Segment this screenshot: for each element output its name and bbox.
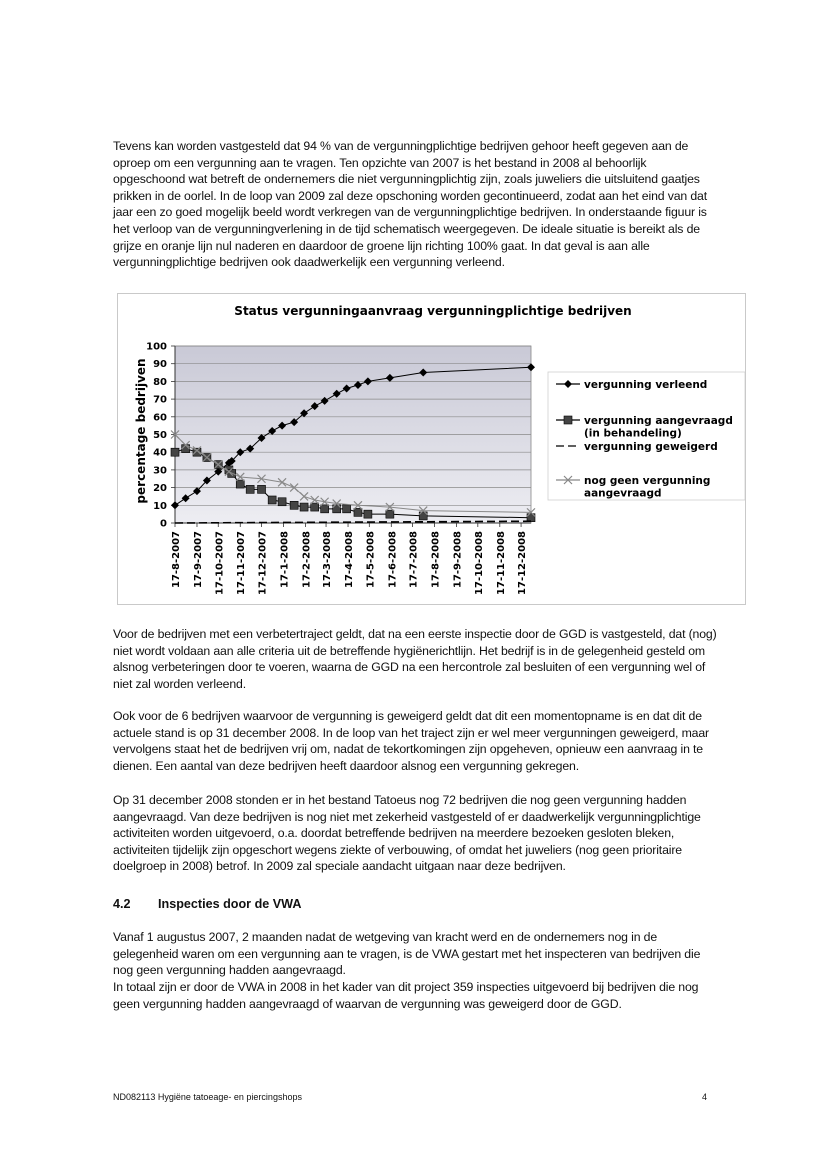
legend-swatch-marker [564,416,572,424]
series-2-point [300,503,308,511]
series-2-point [268,496,276,504]
paragraph-geweigerd: Ook voor de 6 bedrijven waarvoor de vergunning is geweigerd geldt dat dit een momentopname is en dat dit de actuele stand is op 31 december 2008. In de loop van het traject zijn er wel meer vergunningen geweigerd, maar vervolgens staat het de bedrijven vrij om, nadat de tekortkomingen zijn opgeheven, opnieuw een aanvraag in te dienen. Een aantal van deze bedrijven heeft daardoor alsnog een vergunning gekregen. [113,709,709,773]
x-tick-label: 17-8-2008 [430,531,442,589]
footer-page-number: 4 [702,1092,708,1102]
y-axis-label: percentage bedrijven [134,358,148,504]
x-tick-label: 17-7-2008 [408,531,420,589]
y-tick-label: 80 [153,376,167,388]
series-2-point [290,501,298,509]
series-2-point [364,510,372,518]
y-tick-label: 10 [153,500,167,512]
paragraph-tatoeus: Op 31 december 2008 stonden er in het bestand Tatoeus nog 72 bedrijven die nog geen vergunning hadden aangevraagd. Van deze bedrijven is nog niet met zekerheid vastgesteld of er daadwerkelijk vergunningplichtige activiteiten worden uitgevoerd, o.a. doordat betreffende bedrijven na meerdere bezoeken gesloten bleken, activiteiten tijdelijk zijn opgeschort wegens ziekte of verbouwing, of omdat het juweliers (nog geen prioritaire doelgroep in 2008) betrof. In 2009 zal speciale aandacht uitgaan naar deze bedrijven. [113,793,701,874]
chart-title: Status vergunningaanvraag vergunningplichtige bedrijven [234,304,632,318]
x-tick-label: 17-12-2008 [517,531,529,595]
y-tick-label: 0 [160,518,167,530]
x-tick-label: 17-9-2007 [192,531,204,589]
intro-paragraph: Tevens kan worden vastgesteld dat 94 % van de vergunningplichtige bedrijven gehoor heeft gegeven aan de oproep om een vergunning aan te vragen. Ten opzichte van 2007 is het bestand in 2008 al behoorlijk opgeschoond wat betreft de ondernemers die niet vergunningplichtig zijn, zoals juweliers die uitsluitend gaatjes prikken in de oorlel. In de loop van 2009 zal deze opschoning worden gecontinueerd, zodat aan het eind van dat jaar een zo goed mogelijk beeld wordt verkregen van de vergunningplichtige bedrijven. In onderstaande figuur is het verloop van de vergunningverlening in de tijd schematisch weergegeven. De ideale situatie is bereikt als de grijze en oranje lijn nul naderen en daardoor de groene lijn richting 100% gaat. In dat geval is aan alle vergunningplichtige bedrijven ook daadwerkelijk een vergunning verleend. [113,139,707,270]
x-tick-label: 17-12-2007 [257,531,269,595]
legend-label-4: nog geen vergunning aangevraagd [584,475,711,500]
x-tick-label: 17-3-2008 [322,531,334,589]
x-tick-label: 17-6-2008 [387,531,399,589]
legend-label-2: vergunning aangevraagd (in behandeling) [584,415,733,440]
series-2-point [171,448,179,456]
paragraph-vwa-start: Vanaf 1 augustus 2007, 2 maanden nadat de wetgeving van kracht werd en de ondernemers nog in de gelegenheid waren om een vergunning aan te vragen, is de VWA gestart met het inspecteren van bedrijven die nog geen vergunning hadden aangevraagd. [113,930,701,978]
y-tick-label: 40 [153,447,167,459]
y-tick-label: 50 [153,430,167,441]
legend-label-3: vergunning geweigerd [584,441,718,453]
series-2-point [321,505,329,513]
series-2-point [386,510,394,518]
series-2-point [236,480,244,488]
series-2-point [354,508,362,516]
y-tick-label: 30 [153,465,167,477]
chart-legend [548,372,745,500]
x-tick-label: 17-9-2008 [452,531,464,589]
section-heading [113,897,301,911]
x-tick-label: 17-2-2008 [301,531,313,589]
y-tick-label: 60 [153,412,167,424]
section-title: Inspecties door de VWA [158,897,302,911]
x-tick-label: 17-8-2007 [171,531,182,589]
series-2-point [278,498,286,506]
series-2-point [246,485,254,493]
series-2-point [258,485,266,493]
x-tick-label: 17-1-2008 [279,531,291,589]
x-tick-label: 17-10-2008 [473,531,485,595]
footer-document-id: ND082113 Hygiëne tatoeage- en piercingshops [113,1092,302,1102]
x-tick-label: 17-11-2007 [236,531,248,595]
y-tick-label: 20 [153,483,167,495]
y-tick-label: 100 [146,341,167,353]
x-tick-label: 17-4-2008 [344,531,356,589]
series-2-point [343,505,351,513]
x-tick-label: 17-10-2007 [214,531,226,595]
chart-container [117,293,746,605]
x-tick-label: 17-11-2008 [495,531,507,595]
series-2-point [311,503,319,511]
y-tick-label: 70 [153,394,167,406]
paragraph-vwa-inspecties: In totaal zijn er door de VWA in 2008 in het kader van dit project 359 inspecties uitgevoerd bij bedrijven die nog geen vergunning hadden aangevraagd of waarvan de vergunning was geweigerd door de GGD. [113,980,699,1011]
y-tick-label: 90 [153,359,167,371]
status-line-chart [118,294,745,604]
plot-area [146,342,535,595]
paragraph-verbetertraject: Voor de bedrijven met een verbetertraject geldt, dat na een eerste inspectie door de GGD is vastgesteld, dat (nog) niet wordt voldaan aan alle criteria uit de betreffende hygiënerichtlijn. Het bedrijf is in de gelegenheid gesteld om alsnog verbeteringen door te voeren, waarna de GGD na een hercontrole zal besluiten of een vergunning wel of niet zal worden verleend. [113,627,717,691]
legend-label-1: vergunning verleend [584,379,708,391]
section-number: 4.2 [113,897,131,911]
x-tick-label: 17-5-2008 [365,531,377,589]
